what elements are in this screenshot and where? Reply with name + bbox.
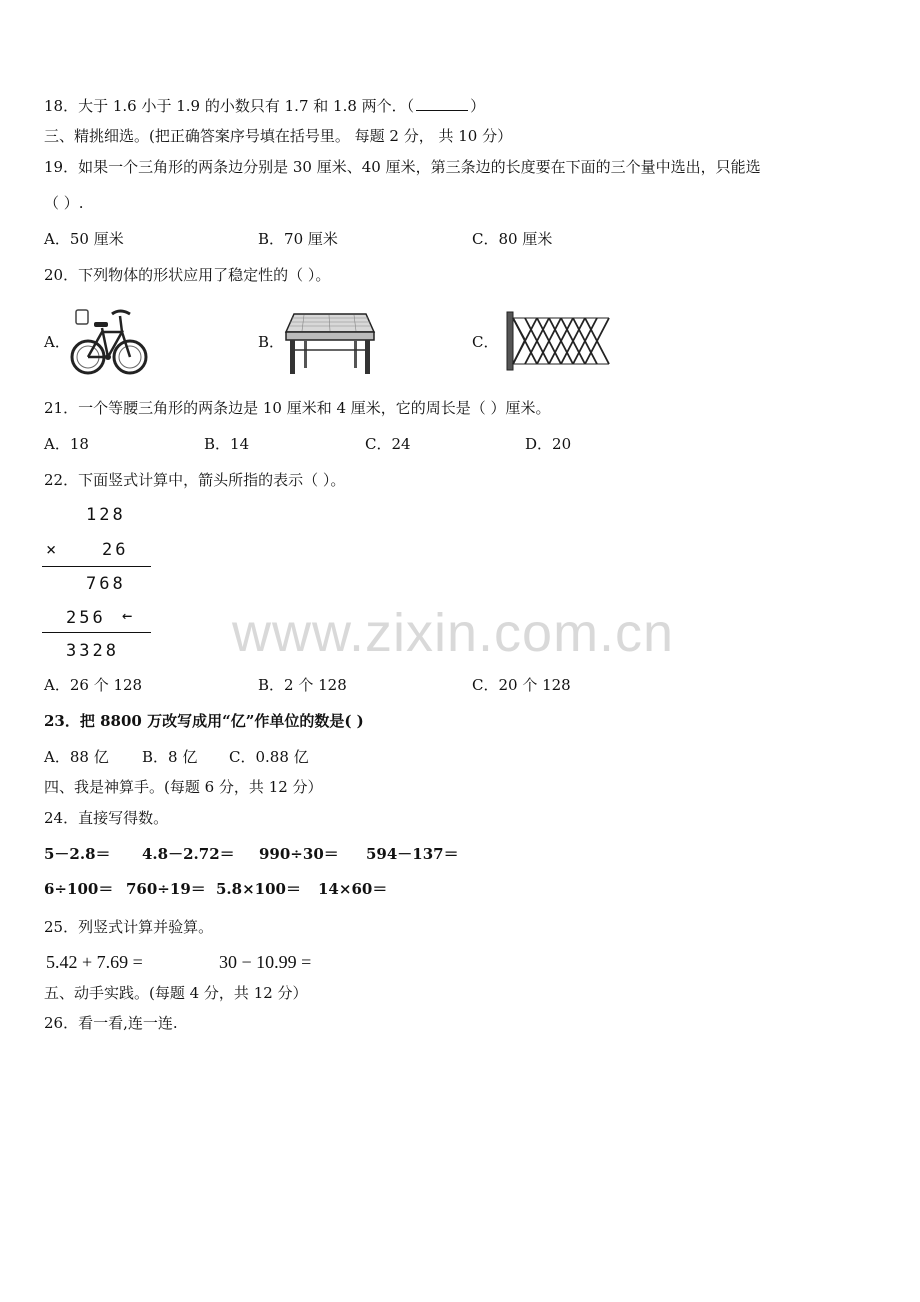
question-25-text: 25．列竖式计算并验算。	[44, 918, 214, 936]
question-18-text: 18．大于 1.6 小于 1.9 的小数只有 1.7 和 1.8 两个．（	[44, 97, 415, 115]
question-21-option-d[interactable]: D．20	[525, 435, 572, 453]
section-3-heading: 三、精挑细选。(把正确答案序号填在括号里。 每题 2 分， 共 10 分）	[44, 127, 513, 145]
expression-addition: 5.42 + 7.69 =	[46, 952, 143, 972]
question-23-option-b[interactable]: B．8 亿	[142, 748, 198, 766]
section-4-heading: 四、我是神算手。(每题 6 分，共 12 分）	[44, 778, 323, 796]
question-20-option-c[interactable]: C．	[472, 333, 499, 351]
folding-gate-icon	[505, 310, 615, 372]
question-22-text: 22．下面竖式计算中，箭头所指的表示（ ）。	[44, 471, 346, 489]
question-18-close: ）	[470, 97, 486, 115]
calc-item: 760÷19＝	[126, 880, 206, 898]
question-23-option-a[interactable]: A．88 亿	[44, 748, 109, 766]
question-21-text: 21．一个等腰三角形的两条边是 10 厘米和 4 厘米，它的周长是（ ）厘米。	[44, 399, 551, 417]
bicycle-icon	[70, 302, 148, 378]
table-icon	[284, 310, 376, 376]
question-19-text: 19．如果一个三角形的两条边分别是 30 厘米、40 厘米，第三条边的长度要在下面的三个量中选出，只能选	[44, 158, 761, 176]
question-19-option-b[interactable]: B．70 厘米	[258, 230, 338, 248]
question-19-option-c[interactable]: C．80 厘米	[472, 230, 553, 248]
question-19-paren: （ ）.	[44, 194, 84, 212]
question-19-option-a[interactable]: A．50 厘米	[44, 230, 124, 248]
calc-item: 6÷100＝	[44, 880, 114, 898]
question-20-text: 20．下列物体的形状应用了稳定性的（ ）。	[44, 266, 331, 284]
calc-partial-1: 768	[86, 574, 126, 594]
calc-multiplier: 26	[102, 540, 129, 560]
calc-partial-2: 256	[66, 608, 106, 628]
calc-rule-1	[42, 566, 151, 567]
question-20-option-a[interactable]: A．	[44, 333, 70, 351]
question-22-option-a[interactable]: A．26 个 128	[44, 676, 143, 694]
calc-item: 5－2.8＝	[44, 845, 111, 863]
calc-item: 14×60＝	[318, 880, 388, 898]
watermark: www.zixin.com.cn	[232, 603, 675, 663]
calc-item: 5.8×100＝	[216, 880, 301, 898]
calc-item: 4.8－2.72＝	[142, 845, 235, 863]
calc-operator: ×	[46, 540, 60, 560]
question-23-option-c[interactable]: C．0.88 亿	[229, 748, 309, 766]
expression-subtraction: 30 − 10.99 =	[219, 952, 312, 972]
question-20-option-b[interactable]: B．	[258, 333, 285, 351]
question-21-option-a[interactable]: A．18	[44, 435, 89, 453]
question-22-option-b[interactable]: B．2 个 128	[258, 676, 347, 694]
section-5-heading: 五、动手实践。(每题 4 分，共 12 分）	[44, 984, 308, 1002]
calc-item: 990÷30＝	[259, 845, 339, 863]
calc-product: 3328	[66, 641, 119, 661]
calc-multiplicand: 128	[86, 505, 126, 525]
answer-blank[interactable]	[416, 96, 468, 111]
question-21-option-c[interactable]: C．24	[365, 435, 411, 453]
question-24-text: 24．直接写得数。	[44, 809, 169, 827]
question-26-text: 26．看一看,连一连.	[44, 1014, 178, 1032]
calc-item: 594－137＝	[366, 845, 459, 863]
question-22-option-c[interactable]: C．20 个 128	[472, 676, 571, 694]
question-23-text: 23．把 8800 万改写成用“亿”作单位的数是( )	[44, 712, 364, 730]
arrow-left-icon: ←	[122, 606, 136, 626]
calc-rule-2	[42, 632, 151, 633]
question-18	[44, 96, 485, 116]
question-21-option-b[interactable]: B．14	[204, 435, 250, 453]
